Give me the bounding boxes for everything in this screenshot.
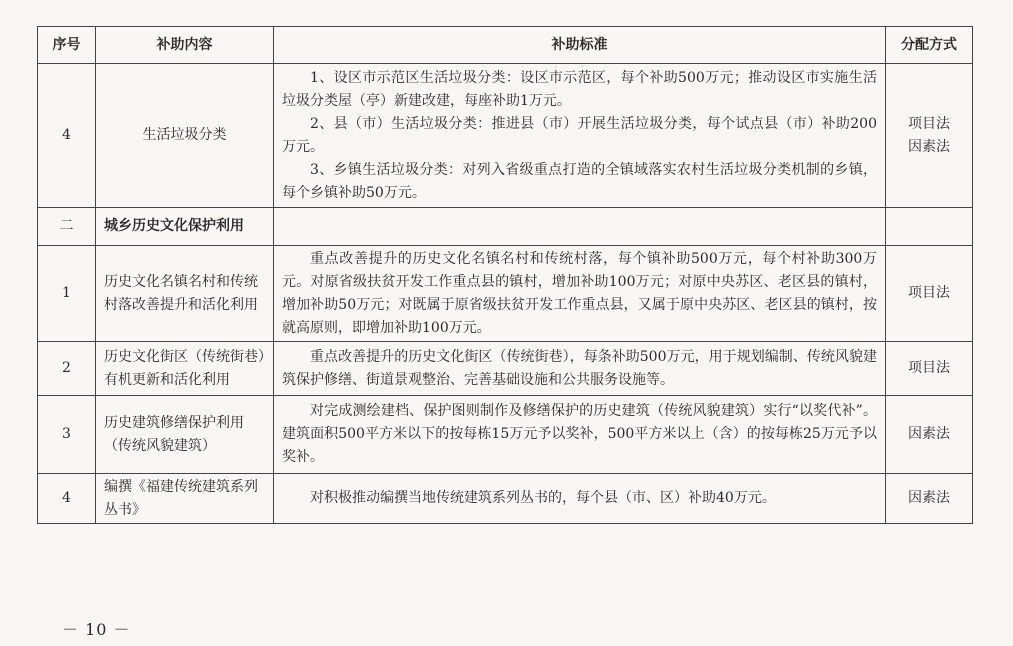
row-standard — [274, 342, 886, 396]
standard-paragraph: 对完成测绘建档、保护图则制作及修缮保护的历史建筑（传统风貌建筑）实行“以奖代补”。建筑面积500平方米以下的按每栋15万元予以奖补，500平方米以上（含）的按每栋25万元予以奖补。 — [282, 403, 877, 465]
row-content: 生活垃圾分类 — [96, 64, 274, 208]
row-standard — [274, 64, 886, 208]
subsidy-table — [37, 26, 973, 524]
row-method: 因素法 — [886, 474, 973, 524]
section-num: 二 — [38, 208, 96, 246]
page-number: － 10 － — [62, 620, 131, 639]
standard-paragraph: 2、县（市）生活垃圾分类：推进县（市）开展生活垃圾分类，每个试点县（市）补助200万元。 — [282, 115, 877, 155]
section-title: 城乡历史文化保护利用 — [96, 208, 274, 246]
section-row — [38, 208, 973, 246]
section-empty-cell — [274, 208, 886, 246]
row-num: 1 — [38, 246, 96, 342]
row-num: 3 — [38, 396, 96, 474]
header-serial: 序号 — [38, 27, 96, 64]
row-content: 历史文化名镇名村和传统村落改善提升和活化利用 — [96, 246, 274, 342]
standard-paragraph: 重点改善提升的历史文化街区（传统街巷），每条补助500万元，用于规划编制、传统风貌建筑保护修缮、街道景观整治、完善基础设施和公共服务设施等。 — [282, 348, 877, 388]
standard-paragraph: 1、设区市示范区生活垃圾分类：设区市示范区，每个补助500万元；推动设区市实施生活垃圾分类屋（亭）新建改建，每座补助1万元。 — [282, 69, 877, 109]
row-content: 编撰《福建传统建筑系列丛书》 — [96, 474, 274, 524]
table-row — [38, 474, 973, 524]
standard-paragraph: 重点改善提升的历史文化名镇名村和传统村落，每个镇补助500万元，每个村补助300万元。对原省级扶贫开发工作重点县的镇村，增加补助100万元；对原中央苏区、老区县的镇村，增加补助50万元；对既属于原省级扶贫开发工作重点县，又属于原中央苏区、老区县的镇村，按就高原则，即增加补助100万元。 — [282, 250, 877, 336]
header-standard: 补助标准 — [274, 27, 886, 64]
table-header-row — [38, 27, 973, 64]
header-method: 分配方式 — [886, 27, 973, 64]
header-content: 补助内容 — [96, 27, 274, 64]
row-standard — [274, 396, 886, 474]
table-row — [38, 342, 973, 396]
row-num: 2 — [38, 342, 96, 396]
row-method: 项目法 — [886, 342, 973, 396]
section-empty-cell — [886, 208, 973, 246]
row-content: 历史文化街区（传统街巷）有机更新和活化利用 — [96, 342, 274, 396]
method-line: 因素法 — [908, 138, 950, 155]
table-row — [38, 246, 973, 342]
row-standard — [274, 474, 886, 524]
row-standard — [274, 246, 886, 342]
row-num: 4 — [38, 64, 96, 208]
row-method: 项目法 — [886, 246, 973, 342]
table-row — [38, 64, 973, 208]
row-num: 4 — [38, 474, 96, 524]
row-content: 历史建筑修缮保护利用（传统风貌建筑） — [96, 396, 274, 474]
method-line: 项目法 — [908, 115, 950, 132]
table-row — [38, 396, 973, 474]
row-method — [886, 64, 973, 208]
standard-paragraph: 3、乡镇生活垃圾分类：对列入省级重点打造的全镇域落实农村生活垃圾分类机制的乡镇，每个乡镇补助50万元。 — [282, 161, 877, 201]
standard-paragraph: 对积极推动编撰当地传统建筑系列丛书的，每个县（市、区）补助40万元。 — [310, 490, 776, 506]
row-method: 因素法 — [886, 396, 973, 474]
